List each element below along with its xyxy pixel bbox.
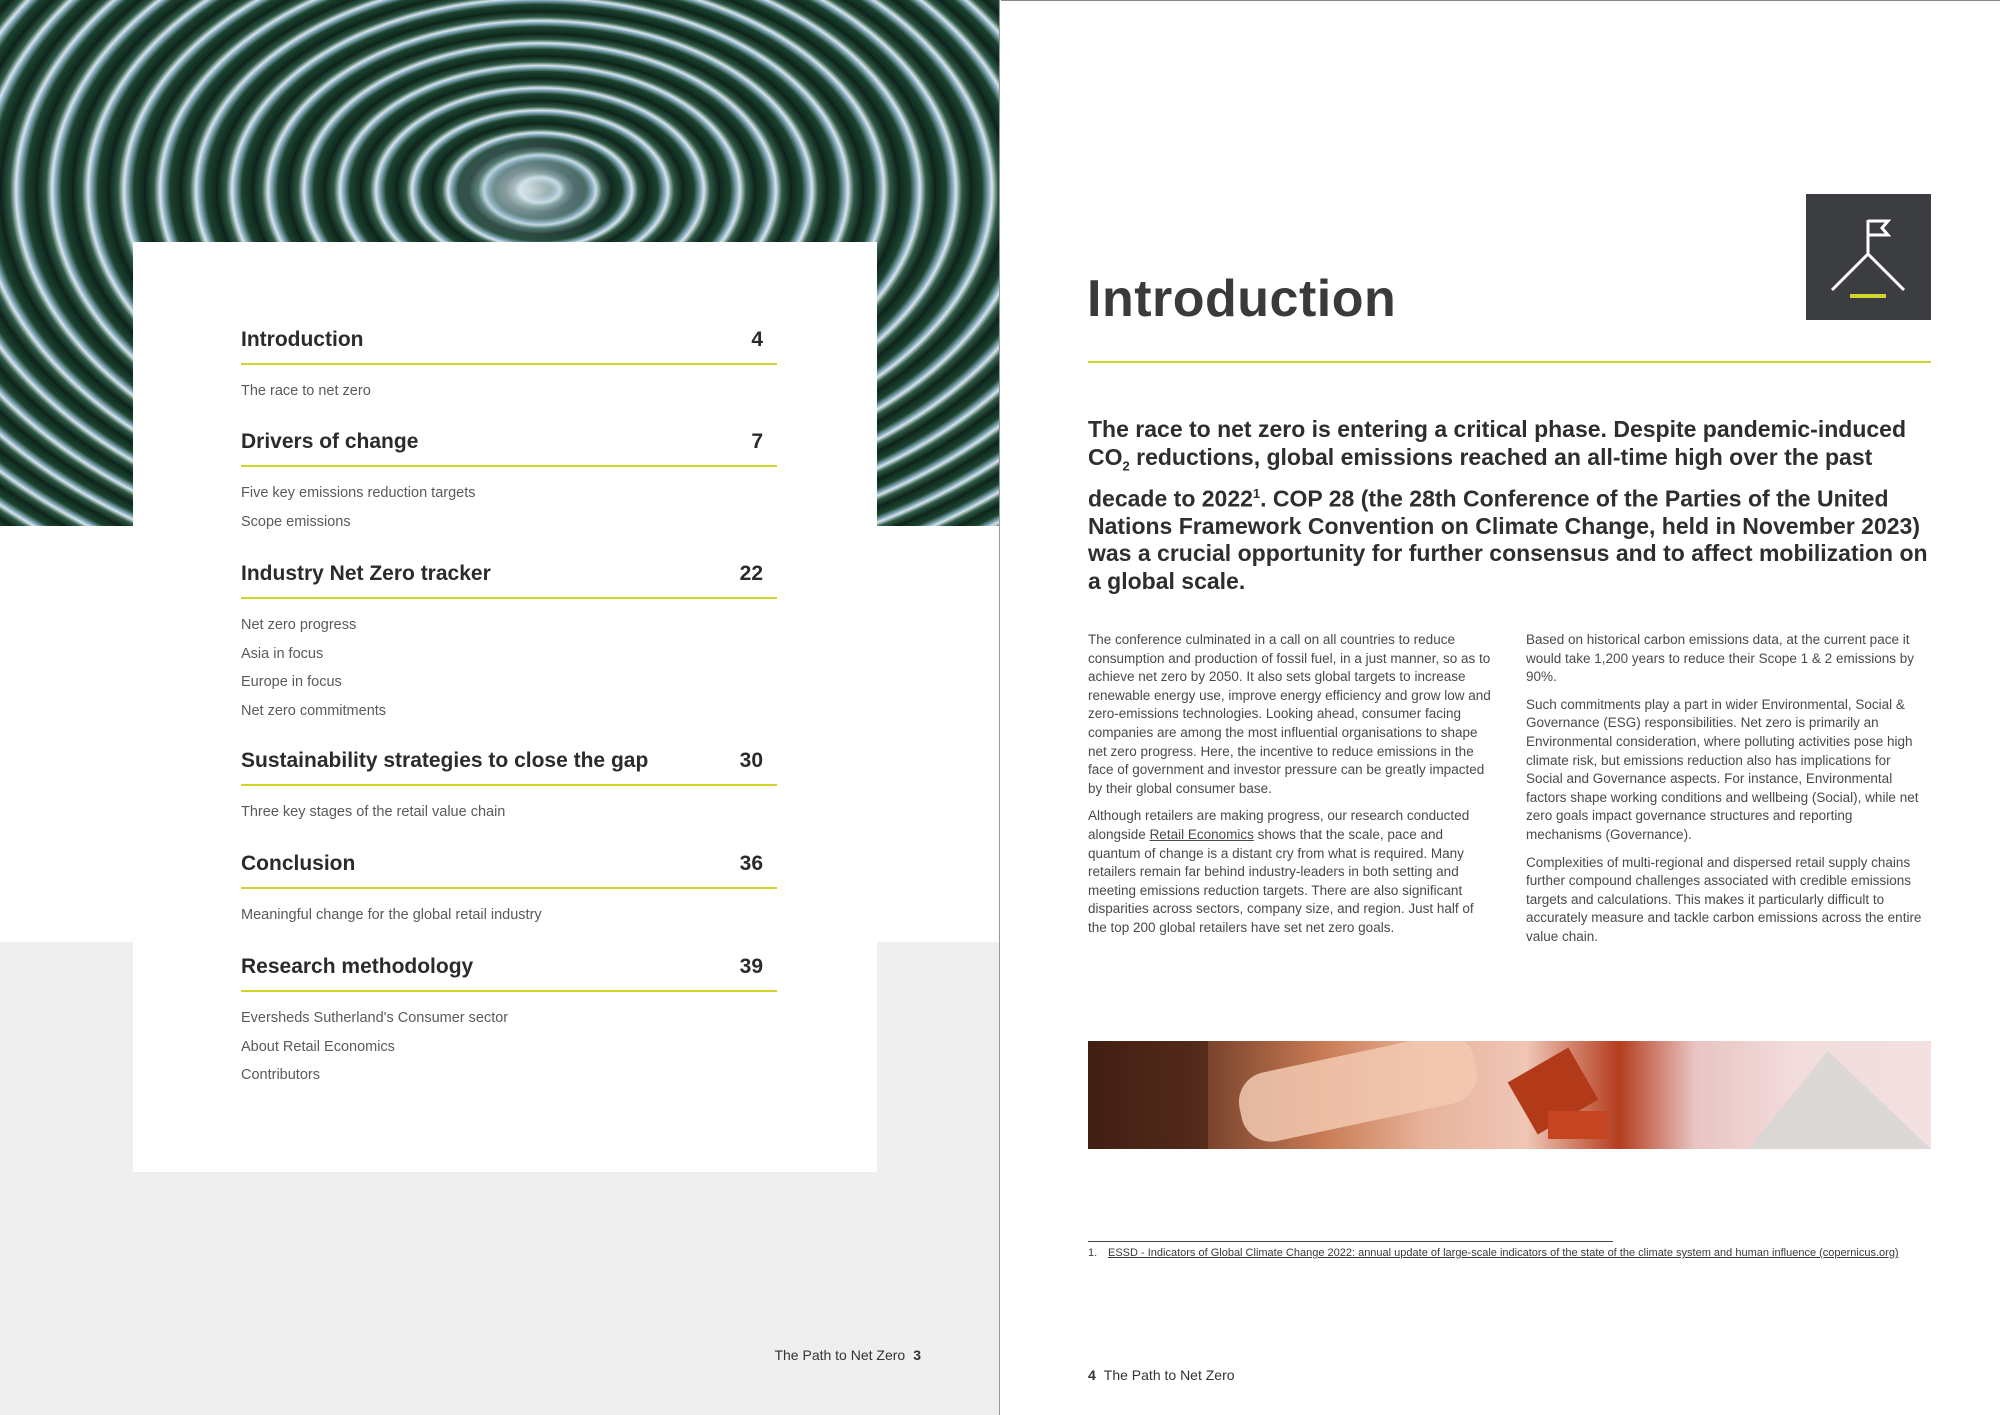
- body-text: Although retailers are making progress, our research conducted alongside: [1088, 808, 1470, 842]
- footer-page-number: 4: [1088, 1367, 1096, 1383]
- toc-entry-page-number: 7: [751, 430, 763, 453]
- body-paragraph: Based on historical carbon emissions data, at the current pace it would take 1,200 years to reduce their Scope 1 & 2 emissions by 90%.: [1526, 632, 1914, 685]
- footnote-marker[interactable]: 1: [1252, 485, 1261, 501]
- toc-entry-page-number: 30: [739, 749, 763, 772]
- toc-entry-drivers-of-change[interactable]: [241, 430, 777, 536]
- body-paragraph: [1088, 807, 1493, 937]
- footer-publication-title: The Path to Net Zero: [774, 1347, 906, 1363]
- cosmetics-bottles-image: [1088, 1041, 1931, 1149]
- title-divider: [1088, 361, 1931, 363]
- toc-entry-conclusion[interactable]: [241, 852, 777, 930]
- toc-subitem[interactable]: Asia in focus: [241, 645, 324, 662]
- lead-text: The race to net zero is entering a critical phase. Despite pandemic-induced CO: [1088, 416, 1907, 470]
- toc-subitem[interactable]: Scope emissions: [241, 513, 351, 530]
- toc-subitem[interactable]: Five key emissions reduction targets: [241, 485, 476, 501]
- body-text: shows that the scale, pace and quantum of change is a distant cry from what is required. Many retailers remain far behind industry-leaders in both setting and meeting emissions reduction targets. There are also significant disparities across sectors, company size, and region. Just half of the top 200 global retailers have set net zero goals.: [1088, 826, 1474, 935]
- toc-entry-introduction[interactable]: [241, 328, 777, 406]
- footer-page-number: 3: [913, 1347, 921, 1363]
- footnote-divider: [1088, 1241, 1613, 1242]
- lead-paragraph: [1088, 416, 1931, 595]
- toc-entry-page-number: 39: [739, 955, 763, 978]
- toc-entry-header: [241, 749, 777, 786]
- toc-entry-title: Sustainability strategies to close the gap: [241, 749, 649, 772]
- toc-subitem[interactable]: Eversheds Sutherland's Consumer sector: [241, 1010, 509, 1026]
- toc-subitem[interactable]: Three key stages of the retail value chain: [241, 804, 506, 820]
- toc-entry-sustainability-strategies[interactable]: [241, 749, 777, 827]
- toc-entry-page-number: 4: [751, 328, 763, 351]
- page-title: Introduction: [1087, 270, 1397, 328]
- body-paragraph: Such commitments play a part in wider Environmental, Social & Governance (ESG) responsibilities. Net zero is primarily an Environmental consideration, where polluting activities pose high climate risk, but emissions reduction also has implications for Social and Governance aspects. For instance, Environmental factors shape working conditions and wellbeing (Social), while net zero goals impact governance structures and reporting mechanisms (Governance).: [1526, 696, 1919, 842]
- toc-subitem[interactable]: Contributors: [241, 1067, 320, 1083]
- footer-publication-title: The Path to Net Zero: [1103, 1367, 1235, 1383]
- body-paragraph: Complexities of multi-regional and dispersed retail supply chains further compound challenges associated with credible emissions targets and calculations. This makes it particularly difficult to accurately measure and tackle carbon emissions across the entire value chain.: [1526, 854, 1922, 944]
- page-footer-left: [774, 1347, 921, 1363]
- toc-entry-industry-net-zero-tracker[interactable]: [241, 562, 777, 725]
- lead-subscript: 2: [1122, 458, 1130, 474]
- toc-entry-header: [241, 562, 777, 599]
- lead-text: . COP 28 (the 28th Conference of the Parties of the United Nations Framework Convention on Climate Change, held in November 2023) was a crucial opportunity for further consensus and to affect mobilization on a global scale.: [1088, 485, 1928, 594]
- toc-entry-title: Conclusion: [241, 852, 356, 875]
- lead-text: reductions, global emissions reached an all-time high over the past decade to 2022: [1088, 443, 1873, 512]
- footnote: [1088, 1246, 1931, 1260]
- toc-entry-title: Industry Net Zero tracker: [241, 562, 491, 585]
- flag-on-peak-icon: [1806, 194, 1931, 320]
- toc-entry-title: Introduction: [241, 328, 364, 351]
- toc-subitem[interactable]: Europe in focus: [241, 674, 342, 690]
- page-footer-right: [1088, 1367, 1235, 1383]
- toc-entry-header: [241, 852, 777, 889]
- retail-economics-link[interactable]: Retail Economics: [1149, 826, 1254, 842]
- body-paragraph: The conference culminated in a call on all countries to reduce consumption and production of fossil fuel, in a just manner, so as to achieve net zero by 2050. It also sets global targets to increase renewable energy use, improve energy efficiency and grow low and zero-emissions technologies. Looking ahead, consumer facing companies are among the most influential organisations to shape net zero progress. Here, the incentive to reduce emissions in the face of government and investor pressure can be greatly impacted by their global consumer base.: [1088, 632, 1491, 796]
- body-column-right: [1526, 631, 1931, 956]
- footnote-number: 1.: [1088, 1247, 1098, 1259]
- toc-entry-title: Research methodology: [241, 955, 474, 978]
- body-column-left: [1088, 631, 1493, 947]
- toc-entry-header: [241, 430, 777, 467]
- toc-subitem[interactable]: Net zero commitments: [241, 702, 387, 719]
- toc-subitem[interactable]: Net zero progress: [241, 617, 357, 633]
- toc-subitem[interactable]: About Retail Economics: [241, 1038, 395, 1055]
- toc-subitem[interactable]: Meaningful change for the global retail industry: [241, 907, 542, 923]
- table-of-contents: [133, 242, 877, 1172]
- right-page: [1001, 0, 2000, 1415]
- toc-entry-header: [241, 328, 777, 365]
- toc-entry-header: [241, 955, 777, 992]
- toc-entry-title: Drivers of change: [241, 430, 419, 453]
- toc-subitem[interactable]: The race to net zero: [241, 383, 371, 399]
- toc-entry-page-number: 22: [739, 562, 763, 585]
- footnote-link[interactable]: ESSD - Indicators of Global Climate Change 2022: annual update of large-scale indicators of the state of the climate system and human influence (copernicus.org): [1108, 1247, 1899, 1259]
- toc-entry-research-methodology[interactable]: [241, 955, 777, 1090]
- toc-entry-page-number: 36: [739, 852, 763, 875]
